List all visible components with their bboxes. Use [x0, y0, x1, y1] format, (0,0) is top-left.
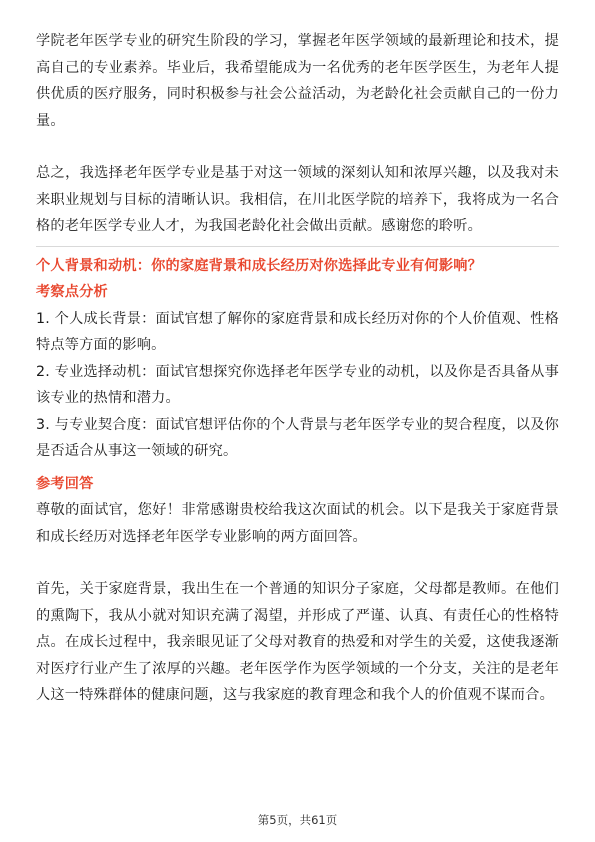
spacer: [36, 550, 559, 576]
page-footer: 第5页，共61页: [257, 813, 338, 827]
analysis-label: 考察点分析: [36, 284, 108, 300]
intro-paragraph: 学院老年医学专业的研究生阶段的学习，掌握老年医学领域的最新理论和技术，提高自己的专业素养。毕业后，我希望能成为一名优秀的老年医学医生，为老年人提供优质的医疗服务，同时积极参与社会公益活动，为老龄化社会贡献自己的一份力量。: [36, 33, 559, 129]
spacer: [36, 134, 559, 160]
section-divider: [36, 246, 559, 247]
question-heading: 个人背景和动机：你的家庭背景和成长经历对你选择此专业有何影响？: [36, 257, 483, 274]
analysis-item-3: 3. 与专业契合度：面试官想评估你的个人背景与老年医学专业的契合程度，以及你是否适合从事这一领域的研究。: [36, 416, 559, 459]
answer-first-paragraph: 首先，关于家庭背景，我出生在一个普通的知识分子家庭，父母都是教师。在他们的熏陶下，我从小就对知识充满了渴望，并形成了严谨、认真、有责任心的性格特点。在成长过程中，我亲眼见证了父母对教育的热爱和对学生的关爱，这使我逐渐对医疗行业产生了浓厚的兴趣。老年医学作为医学领域的一个分支，关注的是老年人这一特殊群体的健康问题，这与我家庭的教育理念和我个人的价值观不谋而合。: [36, 581, 559, 703]
analysis-item-2: 2. 专业选择动机：面试官想探究你选择老年医学专业的动机，以及你是否具备从事该专业的热情和潜力。: [36, 363, 559, 406]
summary-paragraph: 总之，我选择老年医学专业是基于对这一领域的深刻认知和浓厚兴趣，以及我对未来职业规划与目标的清晰认识。我相信，在川北医学院的培养下，我将成为一名合格的老年医学专业人才，为我国老龄化社会做出贡献。感谢您的聆听。: [36, 165, 559, 234]
document-page: [36, 28, 559, 709]
answer-opening-paragraph: 尊敬的面试官，您好！非常感谢贵校给我这次面试的机会。以下是我关于家庭背景和成长经历对选择老年医学专业影响的两方面回答。: [36, 502, 559, 545]
answer-label: 参考回答: [36, 475, 94, 492]
analysis-item-1: 1. 个人成长背景：面试官想了解你的家庭背景和成长经历对你的个人价值观、性格特点等方面的影响。: [36, 310, 559, 353]
